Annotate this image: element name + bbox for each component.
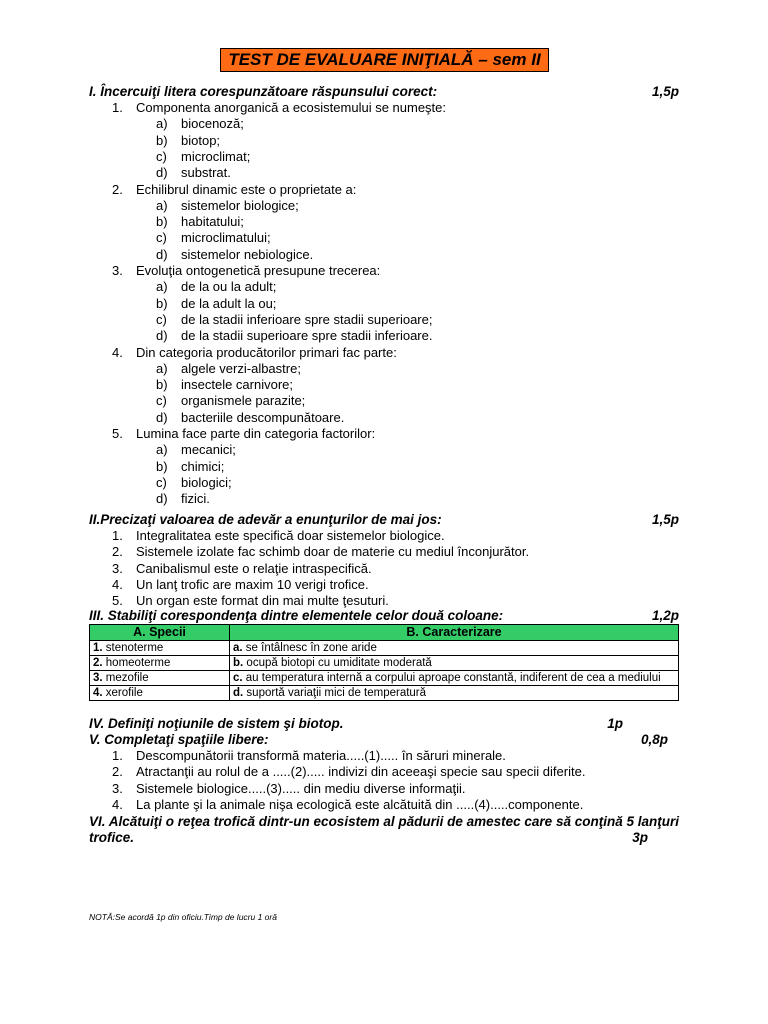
option-text: insectele carnivore; [181,377,293,393]
option-letter: b) [156,132,168,148]
option-text: habitatului; [181,214,244,230]
section-6-heading [89,814,679,846]
option-text: sistemelor nebiologice. [181,246,314,262]
question-text: Evoluţia ontogenetică presupune trecerea: [136,263,381,278]
statement-2 [112,544,529,560]
section-1-heading [89,84,679,100]
statement-text: Sistemele izolate fac schimb doar de materie cu mediul înconjurător. [136,544,530,560]
species-number: 1. [93,642,103,654]
option-letter: d) [156,409,168,425]
section-3-points: 1,2p [651,608,679,623]
fill-item-text: Sistemele biologice.....(3)..... din mediu diverse informaţii. [136,780,466,796]
option-1-c [156,149,250,165]
characterization-cell [230,641,679,656]
option-letter: c) [156,230,167,246]
option-letter: a) [156,197,168,213]
question-number: 5. [112,426,123,441]
option-letter: b) [156,295,168,311]
option-text: de la stadii superioare spre stadii inferioare. [181,328,433,344]
option-2-a [156,198,299,214]
characterization-text: ocupă biotopi cu umiditate moderată [243,657,432,669]
option-4-a [156,361,301,377]
option-3-a [156,279,276,295]
section-2-points: 1,5p [651,512,679,527]
fill-item-text: Atractanţii au rolul de a .....(2)..... indivizi din aceeaşi specie sau specii diferite. [136,764,586,780]
section-6-points: 3p [632,830,648,845]
option-letter: d) [156,328,168,344]
section-5-heading [89,732,679,748]
option-letter: b) [156,458,168,474]
species-cell [90,641,230,656]
matching-table-header [90,625,679,641]
species-cell [90,656,230,671]
characterization-text: suportă variaţii mici de temperatură [243,687,427,699]
option-text: microclimat; [181,148,251,164]
option-text: sistemelor biologice; [181,197,299,213]
option-text: mecanici; [181,442,236,458]
option-letter: c) [156,311,167,327]
page-title: TEST DE EVALUARE INIŢIALĂ – sem II [220,48,549,72]
fill-item-2 [112,764,585,780]
statement-4 [112,577,369,593]
option-letter: a) [156,279,168,295]
fill-item-3 [112,781,465,797]
option-letter: d) [156,165,168,181]
species-number: 4. [93,687,103,699]
section-4-points: 1p [607,716,623,731]
option-letter: a) [156,442,168,458]
section-3-heading-text: III. Stabiliţi corespondenţa dintre elementele celor două coloane: [89,608,504,623]
statement-number: 2. [112,544,123,560]
option-letter: b) [156,214,168,230]
question-text: Echilibrul dinamic este o proprietate a: [136,181,357,197]
question-1 [112,100,446,116]
option-letter: d) [156,246,168,262]
option-5-c [156,475,232,491]
fill-item-number: 3. [112,780,123,796]
statement-number: 5. [112,593,123,609]
section-1-heading-text: I. Încercuiţi litera corespunzătoare răspunsului corect: [89,84,438,99]
column-b-header: B. Caracterizare [230,625,679,641]
footer-note: NOTĂ:Se acordă 1p din oficiu.Timp de lucru 1 oră [89,912,277,922]
fill-item-number: 4. [112,796,123,812]
option-text: algele verzi-albastre; [181,360,301,376]
option-text: substrat. [181,165,231,181]
fill-item-number: 1. [112,748,123,763]
option-text: de la stadii inferioare spre stadii superioare; [181,311,433,327]
statement-3 [112,561,372,577]
statement-text: Un lanţ trofic are maxim 10 verigi trofice. [136,576,369,592]
question-number: 1. [112,100,123,115]
option-2-b [156,214,244,230]
option-letter: a) [156,360,168,376]
question-4 [112,345,397,361]
section-4-heading-text: IV. Definiţi noţiunile de sistem şi biotop. [89,716,344,731]
option-1-a [156,116,244,132]
option-letter: a) [156,116,168,132]
option-text: fizici. [181,491,210,507]
fill-item-text: La plante şi la animale nişa ecologică este alcătuită din .....(4).....componente. [136,796,584,812]
statement-text: Un organ este format din mai multe ţesuturi. [136,593,389,609]
species-cell [90,671,230,686]
option-letter: c) [156,393,167,409]
characterization-text: au temperatura internă a corpului aproape constantă, indiferent de cea a mediului [242,672,661,684]
characterization-cell [230,686,679,701]
statement-number: 4. [112,576,123,592]
characterization-cell [230,656,679,671]
statement-1 [112,528,445,544]
species-name: mezofile [102,672,149,684]
option-text: microclimatului; [181,230,271,246]
statement-number: 1. [112,528,123,543]
question-text: Componenta anorganică a ecosistemului se numeşte: [136,100,447,115]
matching-row-1 [90,641,679,656]
column-a-header: A. Specii [90,625,230,641]
option-2-c [156,230,271,246]
statement-text: Integralitatea este specifică doar sistemelor biologice. [136,528,445,543]
question-number: 2. [112,181,123,197]
option-4-b [156,377,293,393]
option-5-d [156,491,210,507]
option-text: de la adult la ou; [181,295,277,311]
option-2-d [156,247,313,263]
question-text: Din categoria producătorilor primari fac parte: [136,344,397,360]
option-5-b [156,459,224,475]
species-number: 3. [93,672,103,684]
option-1-d [156,165,231,181]
section-4-heading [89,716,679,732]
matching-row-4 [90,686,679,701]
matching-table [89,624,679,701]
characterization-letter: a. [233,642,243,654]
question-5 [112,426,375,442]
section-2-heading [89,512,679,528]
question-number: 3. [112,263,123,278]
characterization-letter: d. [233,687,244,699]
fill-item-1 [112,748,506,764]
statement-5 [112,593,389,609]
section-3-heading [89,608,679,624]
option-text: chimici; [181,458,225,474]
characterization-letter: b. [233,657,244,669]
characterization-cell [230,671,679,686]
option-4-c [156,393,305,409]
species-name: xerofile [102,687,143,699]
option-text: de la ou la adult; [181,279,277,295]
characterization-text: se întâlnesc în zone aride [242,642,377,654]
option-3-b [156,296,276,312]
question-2 [112,182,356,198]
option-letter: c) [156,148,167,164]
section-5-points: 0,8p [640,732,668,747]
question-number: 4. [112,344,123,360]
option-text: biotop; [181,132,221,148]
option-text: organismele parazite; [181,393,306,409]
option-text: biologici; [181,474,232,490]
section-6-heading-text: VI. Alcătuiţi o reţea trofică dintr-un ecosistem al pădurii de amestec care să conţină 5 lanţuri trofice. [89,814,679,845]
section-5-heading-text: V. Completaţi spaţiile libere: [89,732,269,747]
statement-number: 3. [112,560,123,576]
statement-text: Canibalismul este o relaţie intraspecifică. [136,560,372,576]
option-letter: b) [156,377,168,393]
fill-item-text: Descompunătorii transformă materia.....(1)..... în săruri minerale. [136,748,506,763]
characterization-letter: c. [233,672,243,684]
species-name: stenoterme [102,642,164,654]
question-text: Lumina face parte din categoria factorilor: [136,426,376,441]
option-3-c [156,312,432,328]
section-1-points: 1,5p [651,84,679,99]
option-4-d [156,410,344,426]
option-1-b [156,133,220,149]
matching-row-3 [90,671,679,686]
species-cell [90,686,230,701]
option-letter: c) [156,474,167,490]
option-text: bacteriile descompunătoare. [181,409,345,425]
species-number: 2. [93,657,103,669]
fill-item-number: 2. [112,764,123,780]
option-text: biocenoză; [181,116,244,132]
species-name: homeoterme [102,657,171,669]
fill-item-4 [112,797,583,813]
section-2-heading-text: II.Precizaţi valoarea de adevăr a enunţurilor de mai jos: [89,512,442,527]
matching-row-2 [90,656,679,671]
option-letter: d) [156,491,168,507]
option-3-d [156,328,432,344]
option-5-a [156,442,236,458]
question-3 [112,263,380,279]
